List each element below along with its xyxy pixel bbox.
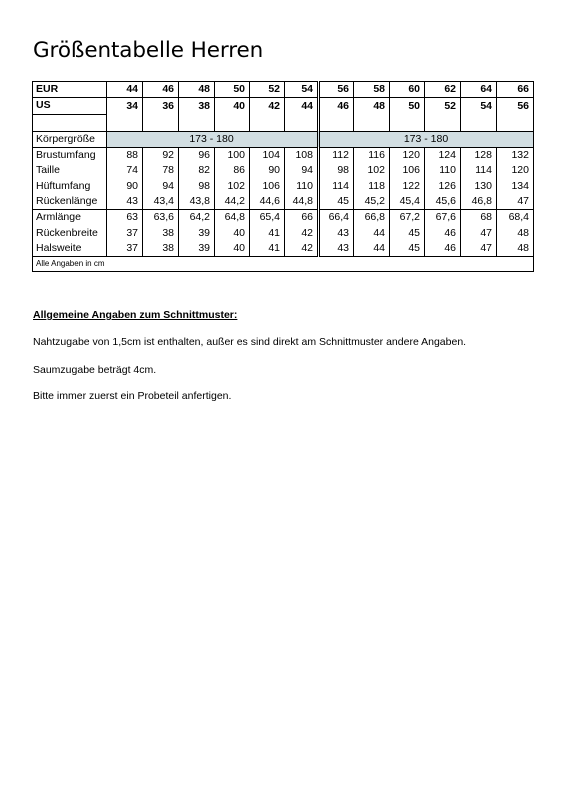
value-cell: 43,4 bbox=[143, 194, 179, 210]
value-cell: 110 bbox=[285, 178, 319, 193]
value-cell: 100 bbox=[215, 147, 250, 163]
blank-cell bbox=[425, 114, 461, 131]
value-cell: 106 bbox=[250, 178, 285, 193]
value-cell: 132 bbox=[497, 147, 534, 163]
value-cell: 114 bbox=[461, 163, 497, 178]
value-cell: 116 bbox=[354, 147, 390, 163]
value-cell: 94 bbox=[285, 163, 319, 178]
blank-cell bbox=[215, 114, 250, 131]
value-cell: 52 bbox=[250, 82, 285, 98]
row-label: Taille bbox=[33, 163, 107, 178]
value-cell: 50 bbox=[215, 82, 250, 98]
value-cell: 47 bbox=[497, 194, 534, 210]
value-cell: 38 bbox=[143, 241, 179, 257]
value-cell: 64,2 bbox=[179, 210, 215, 226]
value-cell: 90 bbox=[250, 163, 285, 178]
measurement-row bbox=[33, 241, 534, 257]
value-cell: 39 bbox=[179, 241, 215, 257]
value-cell: 67,6 bbox=[425, 210, 461, 226]
value-cell: 98 bbox=[319, 163, 354, 178]
page-title: Größentabelle Herren bbox=[33, 38, 264, 63]
value-cell: 44,6 bbox=[250, 194, 285, 210]
blank-cell bbox=[179, 114, 215, 131]
value-cell: 82 bbox=[179, 163, 215, 178]
value-cell: 46 bbox=[319, 98, 354, 114]
value-cell: 86 bbox=[215, 163, 250, 178]
blank-cell bbox=[285, 114, 319, 131]
value-cell: 122 bbox=[390, 178, 425, 193]
blank-cell bbox=[354, 114, 390, 131]
row-label: Armlänge bbox=[33, 210, 107, 226]
measurement-row bbox=[33, 147, 534, 163]
row-label: Hüftumfang bbox=[33, 178, 107, 193]
value-cell: 46 bbox=[425, 225, 461, 240]
hem-allowance-text: Saumzugabe beträgt 4cm. bbox=[33, 364, 157, 376]
value-cell: 48 bbox=[497, 225, 534, 240]
blank-cell bbox=[497, 114, 534, 131]
value-cell: 44 bbox=[285, 98, 319, 114]
value-cell: 40 bbox=[215, 241, 250, 257]
value-cell: 102 bbox=[354, 163, 390, 178]
value-cell: 66,4 bbox=[319, 210, 354, 226]
value-cell: 98 bbox=[179, 178, 215, 193]
value-cell: 40 bbox=[215, 98, 250, 114]
value-cell: 106 bbox=[390, 163, 425, 178]
value-cell: 130 bbox=[461, 178, 497, 193]
blank-cell bbox=[390, 114, 425, 131]
value-cell: 60 bbox=[390, 82, 425, 98]
size-table bbox=[32, 81, 534, 272]
value-cell: 46,8 bbox=[461, 194, 497, 210]
value-cell: 68 bbox=[461, 210, 497, 226]
value-cell: 64 bbox=[461, 82, 497, 98]
value-cell: 43 bbox=[319, 225, 354, 240]
value-cell: 43 bbox=[107, 194, 143, 210]
value-cell: 66 bbox=[285, 210, 319, 226]
value-cell: 48 bbox=[179, 82, 215, 98]
value-cell: 37 bbox=[107, 241, 143, 257]
value-cell: 65,4 bbox=[250, 210, 285, 226]
value-cell: 74 bbox=[107, 163, 143, 178]
row-label: Rückenbreite bbox=[33, 225, 107, 240]
value-cell: 90 bbox=[107, 178, 143, 193]
test-piece-text: Bitte immer zuerst ein Probeteil anfertigen. bbox=[33, 390, 232, 402]
value-cell: 43 bbox=[319, 241, 354, 257]
value-cell: 104 bbox=[250, 147, 285, 163]
seam-allowance-text: Nahtzugabe von 1,5cm ist enthalten, außer es sind direkt am Schnittmuster andere Angaben. bbox=[33, 336, 467, 348]
value-cell: 41 bbox=[250, 225, 285, 240]
height-range-right: 173 - 180 bbox=[319, 131, 534, 147]
value-cell: 88 bbox=[107, 147, 143, 163]
blank-cell bbox=[250, 114, 285, 131]
value-cell: 66,8 bbox=[354, 210, 390, 226]
units-note-row bbox=[33, 256, 534, 271]
value-cell: 42 bbox=[285, 241, 319, 257]
value-cell: 108 bbox=[285, 147, 319, 163]
value-cell: 64,8 bbox=[215, 210, 250, 226]
value-cell: 63 bbox=[107, 210, 143, 226]
value-cell: 47 bbox=[461, 241, 497, 257]
value-cell: 120 bbox=[497, 163, 534, 178]
row-label: Halsweite bbox=[33, 241, 107, 257]
row-label: US bbox=[33, 98, 107, 114]
value-cell: 50 bbox=[390, 98, 425, 114]
value-cell: 128 bbox=[461, 147, 497, 163]
value-cell: 41 bbox=[250, 241, 285, 257]
value-cell: 48 bbox=[354, 98, 390, 114]
blank-cell bbox=[107, 114, 143, 131]
value-cell: 44 bbox=[107, 82, 143, 98]
row-label: EUR bbox=[33, 82, 107, 98]
value-cell: 56 bbox=[319, 82, 354, 98]
units-note: Alle Angaben in cm bbox=[33, 256, 534, 271]
value-cell: 45 bbox=[319, 194, 354, 210]
value-cell: 38 bbox=[143, 225, 179, 240]
body-height-row bbox=[33, 131, 534, 147]
row-label: Rückenlänge bbox=[33, 194, 107, 210]
value-cell: 94 bbox=[143, 178, 179, 193]
value-cell: 45,2 bbox=[354, 194, 390, 210]
general-heading: Allgemeine Angaben zum Schnittmuster: bbox=[33, 309, 238, 321]
value-cell: 42 bbox=[285, 225, 319, 240]
value-cell: 40 bbox=[215, 225, 250, 240]
value-cell: 63,6 bbox=[143, 210, 179, 226]
value-cell: 42 bbox=[250, 98, 285, 114]
value-cell: 78 bbox=[143, 163, 179, 178]
value-cell: 68,4 bbox=[497, 210, 534, 226]
value-cell: 134 bbox=[497, 178, 534, 193]
value-cell: 45 bbox=[390, 225, 425, 240]
value-cell: 62 bbox=[425, 82, 461, 98]
value-cell: 126 bbox=[425, 178, 461, 193]
value-cell: 54 bbox=[285, 82, 319, 98]
row-label: Brustumfang bbox=[33, 147, 107, 163]
value-cell: 44 bbox=[354, 241, 390, 257]
value-cell: 52 bbox=[425, 98, 461, 114]
value-cell: 96 bbox=[179, 147, 215, 163]
value-cell: 36 bbox=[143, 98, 179, 114]
blank-cell bbox=[33, 114, 107, 131]
us-size-row bbox=[33, 98, 534, 114]
value-cell: 44 bbox=[354, 225, 390, 240]
value-cell: 34 bbox=[107, 98, 143, 114]
measurement-row bbox=[33, 194, 534, 210]
value-cell: 45,4 bbox=[390, 194, 425, 210]
value-cell: 56 bbox=[497, 98, 534, 114]
height-range-left: 173 - 180 bbox=[107, 131, 319, 147]
value-cell: 44,2 bbox=[215, 194, 250, 210]
value-cell: 46 bbox=[143, 82, 179, 98]
value-cell: 92 bbox=[143, 147, 179, 163]
measurement-row bbox=[33, 225, 534, 240]
value-cell: 39 bbox=[179, 225, 215, 240]
blank-cell bbox=[319, 114, 354, 131]
value-cell: 45 bbox=[390, 241, 425, 257]
value-cell: 67,2 bbox=[390, 210, 425, 226]
value-cell: 48 bbox=[497, 241, 534, 257]
value-cell: 44,8 bbox=[285, 194, 319, 210]
value-cell: 120 bbox=[390, 147, 425, 163]
value-cell: 110 bbox=[425, 163, 461, 178]
value-cell: 112 bbox=[319, 147, 354, 163]
value-cell: 46 bbox=[425, 241, 461, 257]
value-cell: 124 bbox=[425, 147, 461, 163]
value-cell: 47 bbox=[461, 225, 497, 240]
value-cell: 58 bbox=[354, 82, 390, 98]
spacer-row bbox=[33, 114, 534, 131]
value-cell: 45,6 bbox=[425, 194, 461, 210]
value-cell: 114 bbox=[319, 178, 354, 193]
blank-cell bbox=[461, 114, 497, 131]
measurement-row bbox=[33, 178, 534, 193]
value-cell: 38 bbox=[179, 98, 215, 114]
value-cell: 37 bbox=[107, 225, 143, 240]
measurement-row bbox=[33, 210, 534, 226]
value-cell: 43,8 bbox=[179, 194, 215, 210]
value-cell: 66 bbox=[497, 82, 534, 98]
measurement-row bbox=[33, 163, 534, 178]
eur-size-row bbox=[33, 82, 534, 98]
value-cell: 54 bbox=[461, 98, 497, 114]
row-label: Körpergröße bbox=[33, 131, 107, 147]
blank-cell bbox=[143, 114, 179, 131]
value-cell: 102 bbox=[215, 178, 250, 193]
value-cell: 118 bbox=[354, 178, 390, 193]
